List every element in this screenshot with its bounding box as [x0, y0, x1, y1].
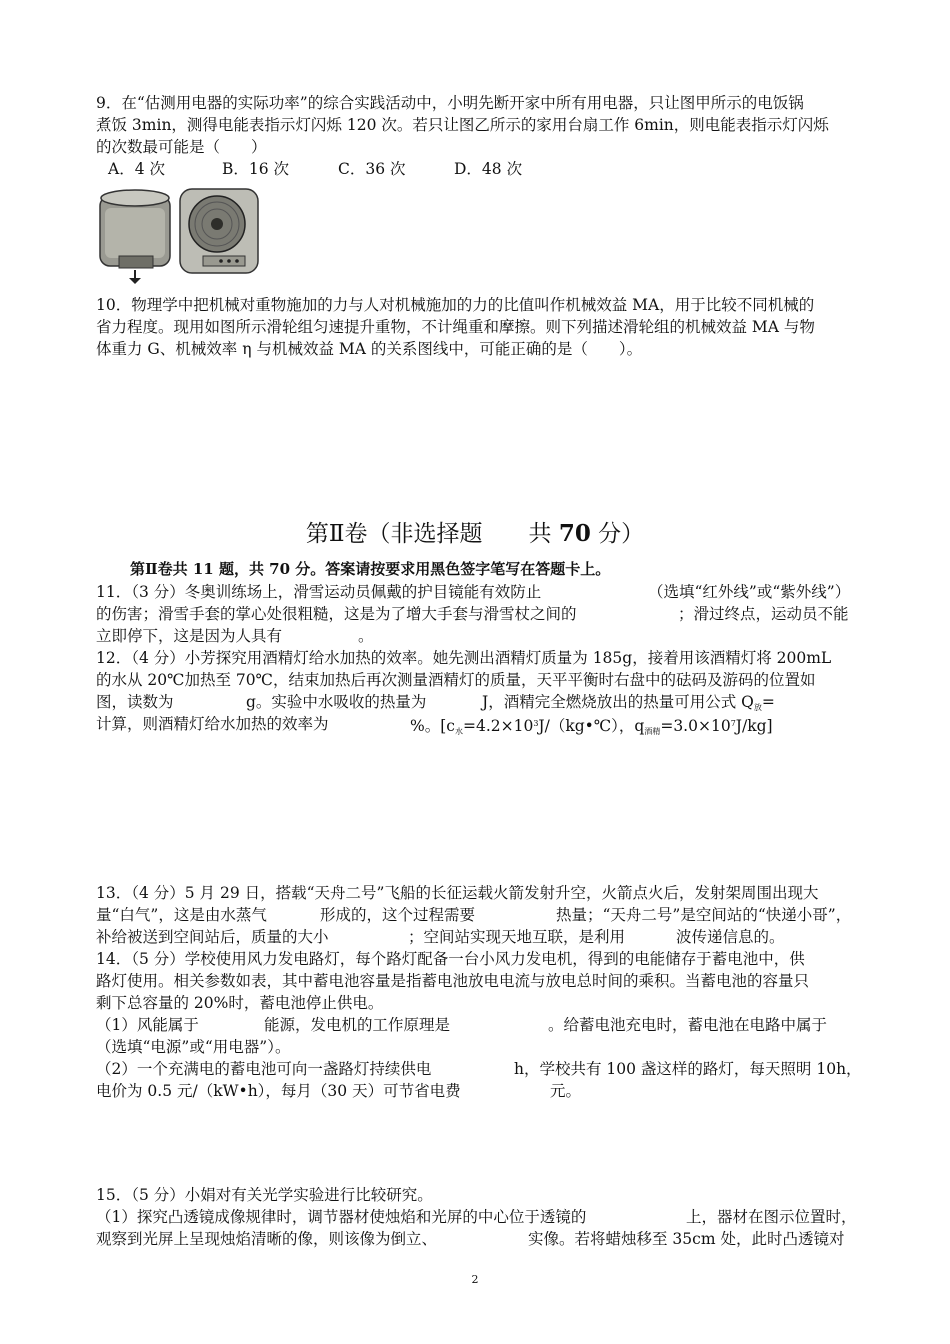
q13-text-3b: ；空间站实现天地互联，是利用 — [408, 928, 626, 946]
q12-constants — [410, 713, 773, 743]
section-title — [0, 518, 950, 550]
q12-text-3b: g。实验中水吸收的热量为 — [246, 693, 427, 711]
q13-text-2b: 形成的，这个过程需要 — [320, 906, 476, 924]
q12-q-unit: J/kg] — [735, 717, 773, 735]
q14-line-3: 剩下总容量的 20%时，蓄电池停止供电。 — [96, 994, 384, 1012]
q9-line-2: 煮饭 3min，测得电能表指示灯闪烁 120 次。若只让图乙所示的家用台扇工作 6min，则电能表指示灯闪烁 — [96, 116, 829, 134]
q12-q-exp: 7 — [730, 719, 736, 728]
section-instruction: 第Ⅱ卷共 11 题，共 70 分。答案请按要求用黑色签字笔写在答题卡上。 — [130, 560, 611, 578]
section-title-part-1: 第Ⅱ卷（非选择题 — [305, 521, 483, 547]
q13-text-2c: 热量；“天舟二号”是空间站的“快递小哥”， — [556, 906, 852, 924]
q15-line-2 — [96, 1206, 857, 1228]
page-number: 2 — [471, 1273, 479, 1286]
q9-option-b: B．16 次 — [222, 160, 290, 178]
q14-text-4a: （1）风能属于 — [96, 1016, 199, 1034]
q11-text-3b: 。 — [358, 627, 374, 645]
q12-text-4a: 计算，则酒精灯给水加热的效率为 — [96, 715, 329, 733]
q10-line-2: 省力程度。现用如图所示滑轮组匀速提升重物，不计绳重和摩擦。则下列描述滑轮组的机械效益 MA 与物 — [96, 318, 815, 336]
q11-line-2 — [96, 603, 849, 625]
q14-line-6 — [96, 1058, 862, 1080]
section-title-score: 70 — [558, 520, 591, 547]
desk-fan-image — [177, 186, 261, 276]
q14-text-4c: 。给蓄电池充电时，蓄电池在电路中属于 — [548, 1016, 828, 1034]
q12-c-exp: 3 — [533, 719, 539, 728]
q12-c-value: =4.2×10 — [462, 717, 534, 735]
q15-text-3a: 观察到光屏上呈现烛焰清晰的像，则该像为倒立、 — [96, 1230, 438, 1248]
q11-line-1 — [96, 581, 851, 603]
q14-text-4b: 能源，发电机的工作原理是 — [264, 1016, 451, 1034]
q14-line-1: 14．（5 分）学校使用风力发电路灯，每个路灯配备一台小风力发电机，得到的电能储存于蓄电池中，供 — [96, 950, 805, 968]
section-title-part-3: 分） — [590, 521, 645, 547]
q9-options — [108, 158, 523, 180]
q11-text-2a: 的伤害；滑雪手套的掌心处很粗糙，这是为了增大手套与滑雪杖之间的 — [96, 605, 577, 623]
q12-line-1: 12．（4 分）小芳探究用酒精灯给水加热的效率。她先测出酒精灯质量为 185g，接着用该酒精灯将 200mL — [96, 649, 832, 667]
q14-text-6a: （2）一个充满电的蓄电池可向一盏路灯持续供电 — [96, 1060, 432, 1078]
q12-c-label: %。[c — [410, 717, 455, 735]
q13-line-2 — [96, 904, 852, 926]
q11-line-3 — [96, 625, 374, 647]
q11-text-1a: 11．（3 分）冬奥训练场上，滑雪运动员佩戴的护目镜能有效防止 — [96, 583, 542, 601]
q9-line-3: 的次数最可能是（ ） — [96, 138, 267, 156]
q12-line-3 — [96, 691, 775, 713]
q12-formula-sub: 放 — [753, 703, 762, 712]
q12-formula-eq: = — [761, 693, 775, 711]
q12-c-sub: 水 — [454, 727, 463, 736]
q12-q-sub: 酒精 — [644, 727, 661, 736]
q13-line-3 — [96, 926, 785, 948]
q14-line-4 — [96, 1014, 828, 1036]
q14-text-7a: 电价为 0.5 元/（kW•h），每月（30 天）可节省电费 — [96, 1082, 461, 1100]
q14-line-2: 路灯使用。相关参数如表，其中蓄电池容量是指蓄电池放电电流与放电总时间的乘积。当蓄电池的容量只 — [96, 972, 810, 990]
q9-option-d: D．48 次 — [454, 160, 523, 178]
q9-line-1: 9．在“估测用电器的实际功率”的综合实践活动中，小明先断开家中所有用电器，只让图甲所示的电饭锅 — [96, 94, 804, 112]
q13-text-3c: 波传递信息的。 — [676, 928, 785, 946]
q14-text-7b: 元。 — [550, 1082, 582, 1100]
q13-line-1: 13．（4 分）5 月 29 日，搭载“天舟二号”飞船的长征运载火箭发射升空，火箭点火后，发射架周围出现大 — [96, 884, 819, 902]
q11-text-2b: ；滑过终点，运动员不能 — [678, 605, 849, 623]
q12-formula-text: J，酒精完全燃烧放出的热量可用公式 Q — [482, 693, 754, 711]
q10-line-3: 体重力 G、机械效率 η 与机械效益 MA 的关系图线中，可能正确的是（ ）。 — [96, 340, 643, 358]
q10-line-1: 10．物理学中把机械对重物施加的力与人对机械施加的力的比值叫作机械效益 MA，用于比较不同机械的 — [96, 296, 815, 314]
q13-text-2a: 量“白气”，这是由水蒸气 — [96, 906, 267, 924]
q12-q-value: =3.0×10 — [660, 717, 731, 735]
q14-text-6b: h，学校共有 100 盏这样的路灯，每天照明 10h， — [514, 1060, 862, 1078]
q15-line-3 — [96, 1228, 845, 1250]
q11-text-1b: （选填“红外线”或“紫外线”） — [648, 583, 851, 601]
q15-text-3b: 实像。若将蜡烛移至 35cm 处，此时凸透镜对 — [528, 1230, 845, 1248]
q9-option-a: A．4 次 — [108, 160, 165, 178]
q15-text-2b: 上，器材在图示位置时， — [686, 1208, 857, 1226]
q13-text-3a: 补给被送到空间站后，质量的大小 — [96, 928, 329, 946]
section-title-part-2: 共 — [528, 521, 559, 547]
q14-line-7 — [96, 1080, 582, 1102]
q14-line-5: （选填“电源”或“用电器”）。 — [96, 1038, 291, 1056]
q11-text-3a: 立即停下，这是因为人具有 — [96, 627, 283, 645]
q9-option-c: C．36 次 — [338, 160, 406, 178]
q12-line-2: 的水从 20℃加热至 70℃，结束加热后再次测量酒精灯的质量，天平平衡时右盘中的砝码及游码的位置如 — [96, 671, 816, 689]
rice-cooker-image — [97, 186, 175, 286]
q12-text-3a: 图，读数为 — [96, 693, 174, 711]
q15-text-2a: （1）探究凸透镜成像规律时，调节器材使烛焰和光屏的中心位于透镜的 — [96, 1208, 587, 1226]
q15-line-1: 15．（5 分）小娟对有关光学实验进行比较研究。 — [96, 1186, 433, 1204]
q12-c-unit: J/（kg•℃），q — [538, 717, 645, 735]
